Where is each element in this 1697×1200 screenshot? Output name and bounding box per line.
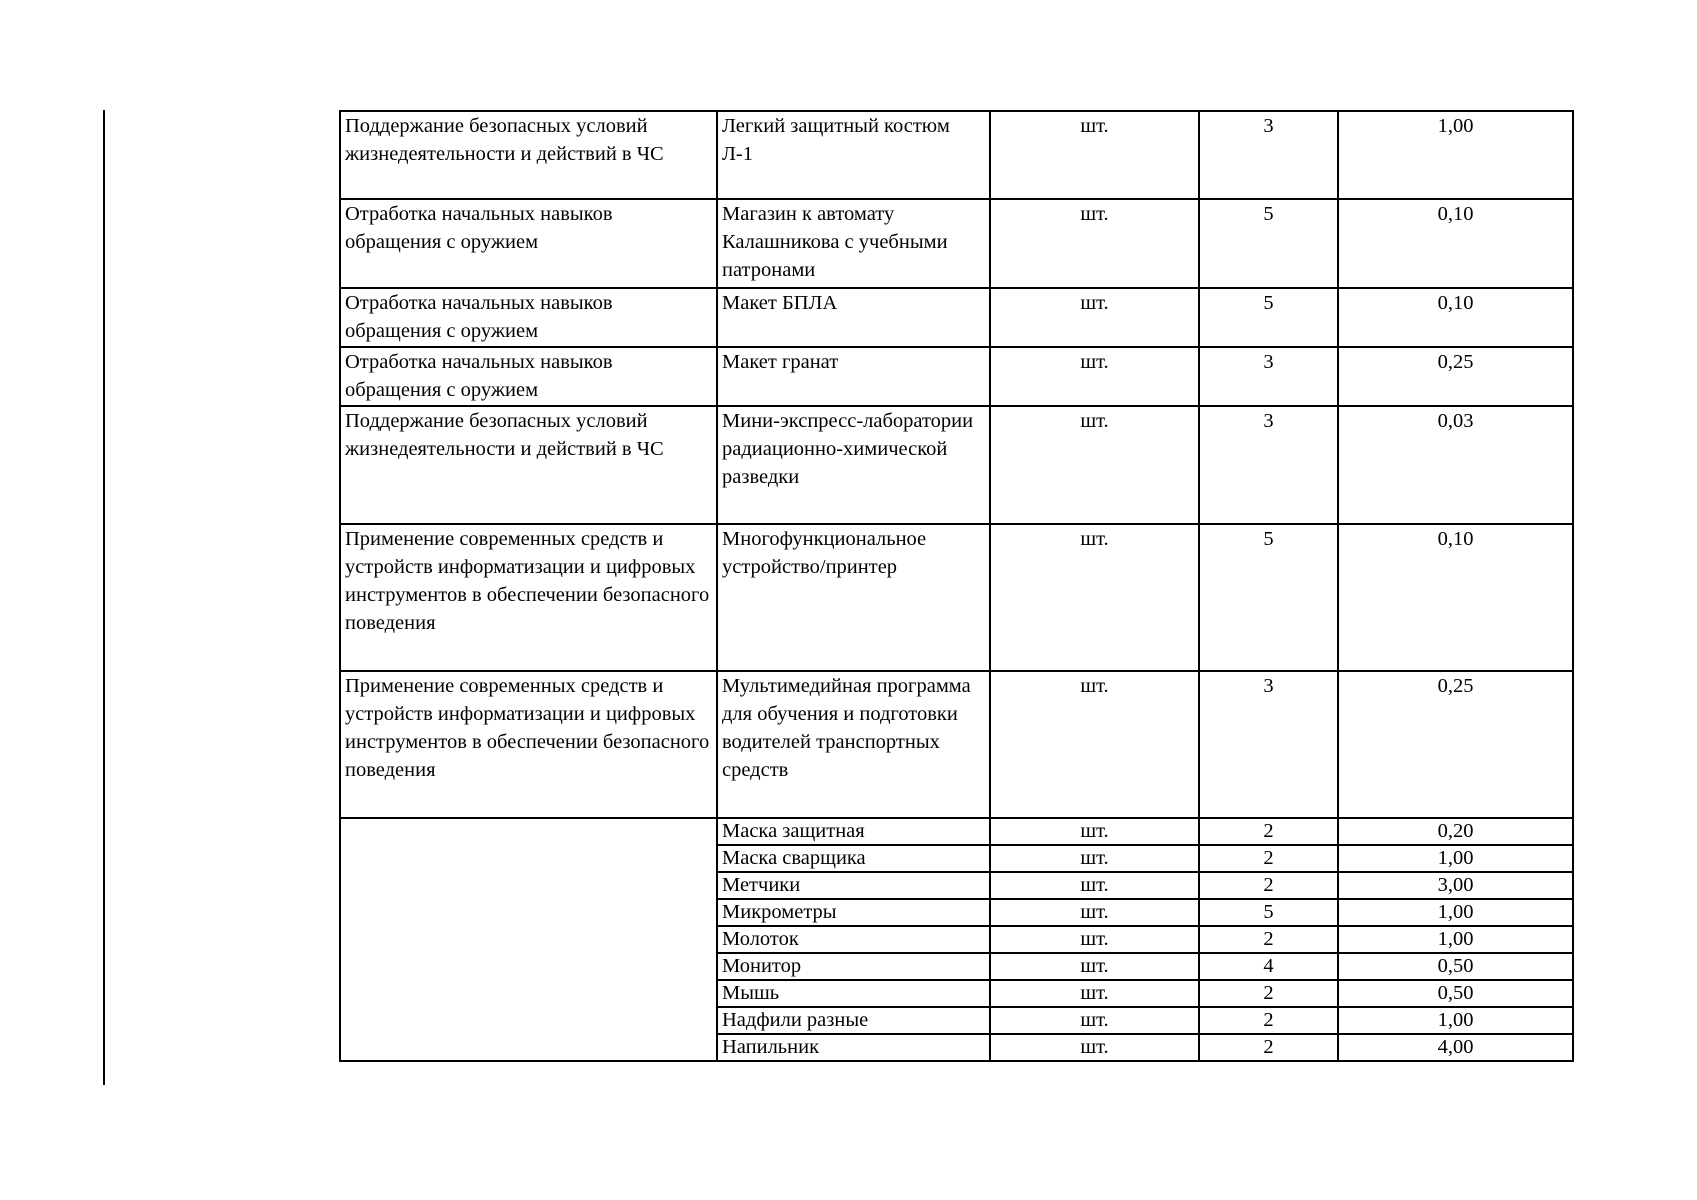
- unit-cell: шт.: [990, 872, 1199, 899]
- norm-cell: 1,00: [1338, 926, 1573, 953]
- qty-cell: 2: [1199, 872, 1338, 899]
- norm-cell: 0,20: [1338, 818, 1573, 845]
- unit-cell: шт.: [990, 199, 1199, 288]
- norm-cell: 1,00: [1338, 845, 1573, 872]
- unit-cell: шт.: [990, 1007, 1199, 1034]
- table-row: [340, 199, 1573, 288]
- purpose-cell: Применение современных средств и устройств информатизации и цифровых инструментов в обеспечении безопасного поведения: [340, 671, 717, 818]
- qty-cell: 4: [1199, 953, 1338, 980]
- purpose-cell: Поддержание безопасных условий жизнедеятельности и действий в ЧС: [340, 111, 717, 199]
- unit-cell: шт.: [990, 980, 1199, 1007]
- table-row: [340, 671, 1573, 818]
- purpose-cell-empty: [340, 818, 717, 1061]
- unit-cell: шт.: [990, 406, 1199, 524]
- item-cell: Маска защитная: [717, 818, 990, 845]
- qty-cell: 2: [1199, 926, 1338, 953]
- norm-cell: 0,25: [1338, 671, 1573, 818]
- item-cell: Напильник: [717, 1034, 990, 1061]
- item-cell: Мышь: [717, 980, 990, 1007]
- qty-cell: 2: [1199, 980, 1338, 1007]
- unit-cell: шт.: [990, 1034, 1199, 1061]
- table-row: [340, 111, 1573, 199]
- norm-cell: 4,00: [1338, 1034, 1573, 1061]
- purpose-cell: Поддержание безопасных условий жизнедеятельности и действий в ЧС: [340, 406, 717, 524]
- norm-cell: 0,10: [1338, 288, 1573, 347]
- equipment-table: [339, 110, 1574, 1062]
- qty-cell: 2: [1199, 1034, 1338, 1061]
- qty-cell: 2: [1199, 1007, 1338, 1034]
- item-cell: Мини-экспресс-лаборатории радиационно-химической разведки: [717, 406, 990, 524]
- qty-cell: 5: [1199, 524, 1338, 671]
- unit-cell: шт.: [990, 953, 1199, 980]
- norm-cell: 0,10: [1338, 199, 1573, 288]
- qty-cell: 2: [1199, 845, 1338, 872]
- norm-cell: 0,25: [1338, 347, 1573, 406]
- norm-cell: 1,00: [1338, 899, 1573, 926]
- unit-cell: шт.: [990, 926, 1199, 953]
- item-cell: Легкий защитный костюм Л-1: [717, 111, 990, 199]
- qty-cell: 3: [1199, 671, 1338, 818]
- table-row: [340, 288, 1573, 347]
- unit-cell: шт.: [990, 671, 1199, 818]
- item-cell: Многофункциональное устройство/принтер: [717, 524, 990, 671]
- item-cell: Метчики: [717, 872, 990, 899]
- norm-cell: 0,10: [1338, 524, 1573, 671]
- item-cell: Надфили разные: [717, 1007, 990, 1034]
- unit-cell: шт.: [990, 347, 1199, 406]
- norm-cell: 0,03: [1338, 406, 1573, 524]
- unit-cell: шт.: [990, 845, 1199, 872]
- table-row: [340, 406, 1573, 524]
- qty-cell: 3: [1199, 347, 1338, 406]
- norm-cell: 1,00: [1338, 1007, 1573, 1034]
- norm-cell: 0,50: [1338, 980, 1573, 1007]
- qty-cell: 2: [1199, 818, 1338, 845]
- unit-cell: шт.: [990, 899, 1199, 926]
- item-cell: Мультимедийная программа для обучения и подготовки водителей транспортных средств: [717, 671, 990, 818]
- table-row: [340, 818, 1573, 845]
- table-row: [340, 347, 1573, 406]
- norm-cell: 1,00: [1338, 111, 1573, 199]
- qty-cell: 5: [1199, 899, 1338, 926]
- item-cell: Макет гранат: [717, 347, 990, 406]
- qty-cell: 3: [1199, 111, 1338, 199]
- table-row: [340, 524, 1573, 671]
- purpose-cell: Применение современных средств и устройств информатизации и цифровых инструментов в обеспечении безопасного поведения: [340, 524, 717, 671]
- purpose-cell: Отработка начальных навыков обращения с оружием: [340, 347, 717, 406]
- item-cell: Молоток: [717, 926, 990, 953]
- unit-cell: шт.: [990, 288, 1199, 347]
- item-cell: Маска сварщика: [717, 845, 990, 872]
- item-cell: Магазин к автомату Калашникова с учебными патронами: [717, 199, 990, 288]
- item-cell: Макет БПЛА: [717, 288, 990, 347]
- item-cell: Монитор: [717, 953, 990, 980]
- unit-cell: шт.: [990, 524, 1199, 671]
- left-margin-line: [103, 110, 105, 1085]
- purpose-cell: Отработка начальных навыков обращения с оружием: [340, 288, 717, 347]
- qty-cell: 5: [1199, 199, 1338, 288]
- item-cell: Микрометры: [717, 899, 990, 926]
- qty-cell: 5: [1199, 288, 1338, 347]
- qty-cell: 3: [1199, 406, 1338, 524]
- norm-cell: 3,00: [1338, 872, 1573, 899]
- unit-cell: шт.: [990, 111, 1199, 199]
- norm-cell: 0,50: [1338, 953, 1573, 980]
- unit-cell: шт.: [990, 818, 1199, 845]
- purpose-cell: Отработка начальных навыков обращения с оружием: [340, 199, 717, 288]
